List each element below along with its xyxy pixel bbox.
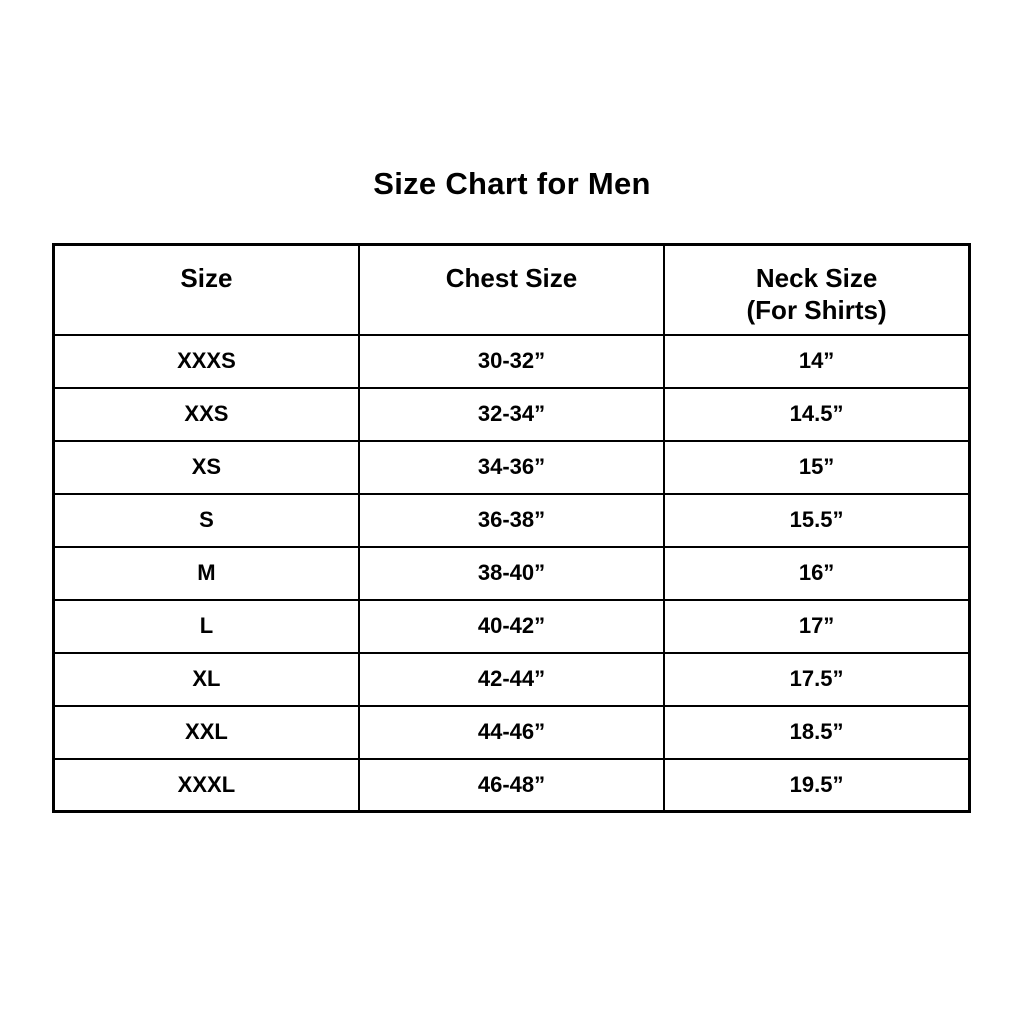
cell-size: XXXS [54,335,359,388]
cell-size: XXL [54,706,359,759]
cell-neck-size: 18.5” [664,706,969,759]
column-header-neck-size [664,245,969,335]
cell-size: XS [54,441,359,494]
table-row [54,759,970,812]
column-header-neck-size-sublabel: (For Shirts) [746,295,887,325]
cell-neck-size: 15.5” [664,494,969,547]
cell-neck-size: 19.5” [664,759,969,812]
cell-neck-size: 16” [664,547,969,600]
cell-chest-size: 38-40” [359,547,664,600]
cell-chest-size: 36-38” [359,494,664,547]
table-row [54,653,970,706]
table-row [54,706,970,759]
cell-chest-size: 44-46” [359,706,664,759]
cell-neck-size: 17.5” [664,653,969,706]
cell-chest-size: 34-36” [359,441,664,494]
table-row [54,600,970,653]
column-header-chest-size [359,245,664,335]
cell-size: XL [54,653,359,706]
page-title: Size Chart for Men [373,166,651,201]
column-header-size-label: Size [180,263,233,293]
table-row [54,388,970,441]
table-row [54,494,970,547]
column-header-neck-size-label: Neck Size [755,263,878,293]
cell-chest-size: 32-34” [359,388,664,441]
cell-size: S [54,494,359,547]
table-row [54,547,970,600]
size-chart-table [52,243,971,813]
cell-size: M [54,547,359,600]
table-row [54,335,970,388]
cell-chest-size: 30-32” [359,335,664,388]
cell-size: XXXL [54,759,359,812]
cell-neck-size: 17” [664,600,969,653]
cell-neck-size: 15” [664,441,969,494]
table-body [54,335,970,812]
cell-chest-size: 40-42” [359,600,664,653]
cell-chest-size: 42-44” [359,653,664,706]
column-header-chest-size-label: Chest Size [445,263,578,293]
column-header-size [54,245,359,335]
header-row [54,245,970,335]
cell-neck-size: 14.5” [664,388,969,441]
table-header [54,245,970,335]
table-row [54,441,970,494]
cell-size: XXS [54,388,359,441]
cell-neck-size: 14” [664,335,969,388]
cell-size: L [54,600,359,653]
cell-chest-size: 46-48” [359,759,664,812]
